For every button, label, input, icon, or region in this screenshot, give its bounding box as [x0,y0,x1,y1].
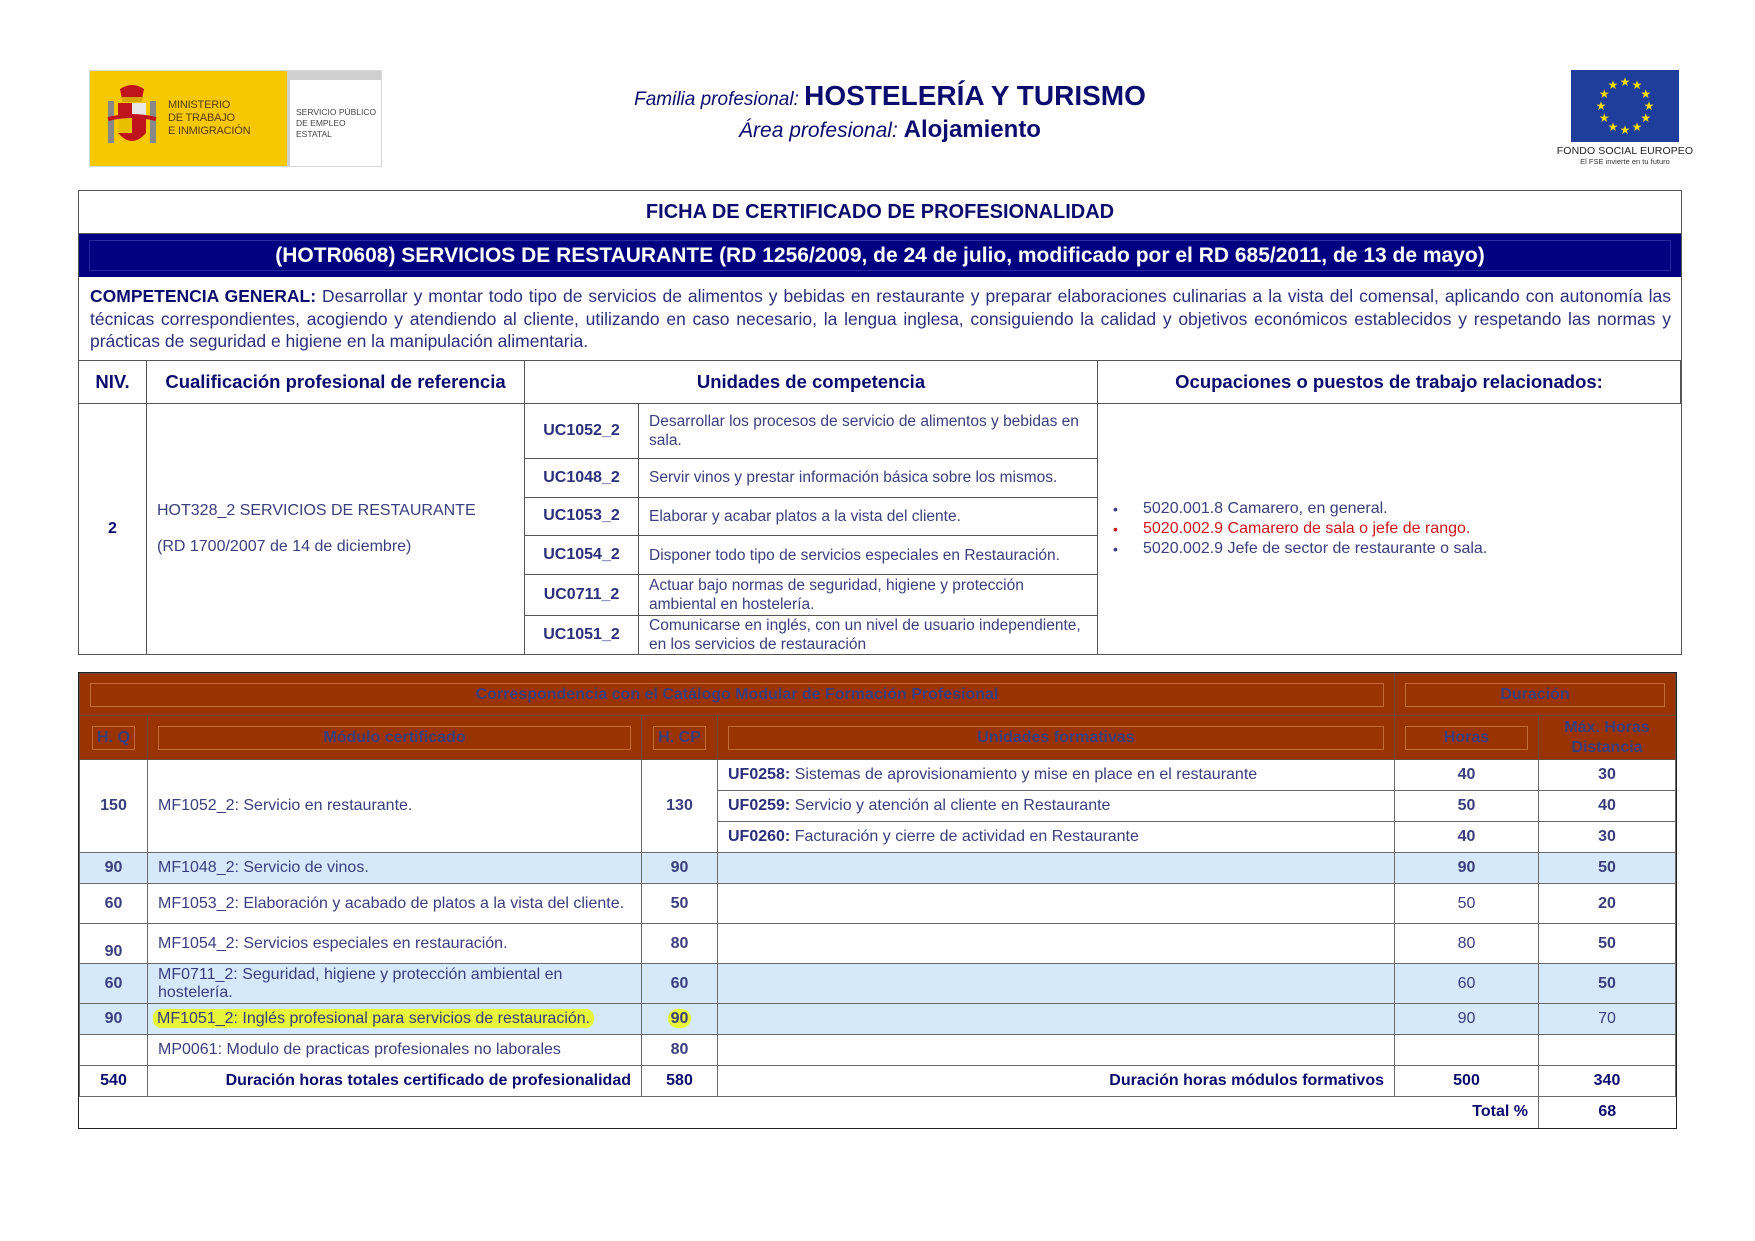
eu-star-icon: ★ [1631,78,1643,93]
area-label: Área profesional: [739,119,898,142]
uf-name: Sistemas de aprovisionamiento y mise en place en el restaurante [794,766,1258,783]
distancia-value: 30 [1539,760,1676,791]
horas-value: 90 [1395,853,1539,884]
hcp-value: 60 [642,964,718,1004]
col-unidades-cell [718,716,1395,760]
uc-code: UC0711_2 [525,575,639,615]
distancia-value: 70 [1539,1004,1676,1035]
distancia-value: 30 [1539,822,1676,853]
uf-empty [718,1035,1395,1066]
totals-row [80,1066,1676,1097]
ocupacion-item: • 5020.002.9 Jefe de sector de restaurante o sala. [1108,539,1487,559]
eu-flag-icon [1571,70,1679,142]
uf-empty [718,853,1395,884]
col-distancia: Máx. Horas Distancia [1539,716,1676,760]
area-value: Alojamiento [903,116,1041,143]
eu-star-icon: ★ [1607,119,1619,134]
coat-of-arms-icon [106,83,158,155]
eu-star-icon: ★ [1631,119,1643,134]
service-line2: DE EMPLEO ESTATAL [296,117,346,139]
uf-name: Servicio y atención al cliente en Restaurante [794,797,1111,814]
uf-cell [718,760,1395,791]
hq-value: 150 [80,760,148,853]
col-cualificacion: Cualificación profesional de referencia [147,361,525,404]
fse-tagline: El FSE invierte en tu futuro [1580,157,1670,166]
hq-value: 90 [80,1004,148,1035]
table-row [80,924,1676,964]
service-line1: SERVICIO PÚBLICO [296,106,377,117]
ministerio-logo [89,70,382,167]
hcp-value: 80 [642,1035,718,1066]
hq-value [80,1035,148,1066]
col-unidades: Unidades de competencia [525,361,1098,404]
uc-row [525,404,1097,459]
hcp-cell [642,1004,718,1035]
eu-star-icon: ★ [1595,99,1607,113]
modulo-name: MF1052_2: Servicio en restaurante. [148,760,642,853]
col-modulo-cell [148,716,642,760]
uf-empty [718,1004,1395,1035]
hq-value: 90 [80,924,148,964]
uf-empty [718,964,1395,1004]
ficha-title: FICHA DE CERTIFICADO DE PROFESIONALIDAD [79,191,1681,234]
eu-star-icon: ★ [1598,111,1610,125]
modulo-name: MF1053_2: Elaboración y acabado de platos a la vista del cliente. [148,884,642,924]
col-unidades-formativas: Unidades formativas [728,726,1384,750]
horas-value: 40 [1395,760,1539,791]
modulo-name: MF1054_2: Servicios especiales en restauración. [148,924,642,964]
pct-label: Total % [80,1097,1539,1128]
uc-desc: Servir vinos y prestar información básica sobre los mismos. [649,469,1058,487]
hq-value: 90 [80,853,148,884]
total-label: Duración horas totales certificado de profesionalidad [148,1066,642,1097]
distancia-value: 20 [1539,884,1676,924]
uf-cell [718,822,1395,853]
col-horas: Horas [1405,726,1528,750]
ocupacion-item: • 5020.002.9 Camarero de sala o jefe de rango. [1108,519,1487,539]
competencia-general [79,277,1681,361]
col-niv: NIV. [79,361,147,404]
col-ocupaciones: Ocupaciones o puestos de trabajo relacionados: [1098,361,1681,404]
modular-title-cell [80,674,1395,716]
eu-star-icon: ★ [1607,78,1619,93]
eu-star-icon: ★ [1640,87,1652,101]
col-hcp: H. CP [653,726,706,750]
modulo-name-highlighted [148,1004,642,1035]
cualificacion-name: HOT328_2 SERVICIOS DE RESTAURANTE [157,502,476,519]
uc-desc: Disponer todo tipo de servicios especiales en Restauración. [649,546,1060,564]
certificate-band [79,234,1681,277]
competencia-text: Desarrollar y montar todo tipo de servicios de alimentos y bebidas en restaurante y preparar elaboraciones culinarias a la vista del comensal, aplicando con autonomía las técnicas correspondientes, acogiendo y atendiendo al cliente, utilizando en caso necesario, la lengua inglesa, consiguiendo la calidad y objetivos económicos establecidos y respetando las normas y prácticas de seguridad e higiene en la manipulación alimentaria. [90,286,1671,351]
percent-row [80,1097,1676,1128]
certificate-title: (HOTR0608) SERVICIOS DE RESTAURANTE (RD 1256/2009, de 24 de julio, modificado por el RD 685/2011, de 13 de mayo) [275,243,1485,267]
hq-value: 60 [80,964,148,1004]
eu-star-icon: ★ [1598,87,1610,101]
table-row [80,884,1676,924]
uf-empty [718,884,1395,924]
total-hq: 540 [80,1066,148,1097]
hcp-highlight: 90 [668,1009,692,1028]
eu-star-icon: ★ [1643,99,1655,113]
uc-desc: Actuar bajo normas de seguridad, higiene y protección ambiental en hostelería. [649,577,1024,614]
ministry-line2: DE TRABAJO [168,112,235,124]
distancia-value: 50 [1539,853,1676,884]
modular-title: Correspondencia con el Catálogo Modular de Formación Profesional [90,683,1384,707]
modular-table [78,672,1677,1129]
horas-value: 50 [1395,884,1539,924]
uc-desc: Desarrollar los procesos de servicio de alimentos y bebidas en sala. [649,412,1079,449]
uf-code: UF0258: [728,766,791,783]
uc-code: UC1054_2 [525,536,639,574]
horas-value: 60 [1395,964,1539,1004]
col-hq: H. Q [92,726,135,750]
col-horas-cell [1395,716,1539,760]
horas-value: 50 [1395,791,1539,822]
uc-desc: Elaborar y acabar platos a la vista del cliente. [649,507,961,525]
table-row [80,760,1676,791]
uf-cell [718,791,1395,822]
modulo-name: MF0711_2: Seguridad, higiene y protección ambiental en hostelería. [148,964,642,1004]
horas-value: 90 [1395,1004,1539,1035]
hcp-value: 130 [642,760,718,853]
table-row [80,853,1676,884]
cualificacion-rd: (RD 1700/2007 de 14 de diciembre) [157,538,412,555]
hq-value: 60 [80,884,148,924]
uf-name: Facturación y cierre de actividad en Restaurante [794,828,1139,845]
uc-row [525,498,1097,537]
uc-row [525,459,1097,498]
total-horas: 500 [1395,1066,1539,1097]
col-modulo: Módulo certificado [158,726,631,750]
ficha-table [78,190,1682,655]
total-hcp: 580 [642,1066,718,1097]
horas-value: 40 [1395,822,1539,853]
ministry-line3: E INMIGRACIÓN [168,125,251,137]
table-row [80,1035,1676,1066]
pct-value: 68 [1598,1103,1617,1121]
horas-value: 80 [1395,924,1539,964]
modulo-name: MF1048_2: Servicio de vinos. [148,853,642,884]
uc-desc: Comunicarse en inglés, con un nivel de usuario independiente, en los servicios de restauración [649,616,1081,653]
hcp-value: 50 [642,884,718,924]
total-distancia: 340 [1539,1066,1676,1097]
distancia-value [1539,1035,1676,1066]
uc-row [525,536,1097,575]
uc-code: UC1051_2 [525,616,639,654]
modulo-name: MP0061: Modulo de practicas profesionales no laborales [148,1035,642,1066]
uc-code: UC1052_2 [525,404,639,458]
fse-logo [1545,70,1705,166]
formativos-label: Duración horas módulos formativos [718,1066,1395,1097]
ministry-line1: MINISTERIO [168,99,231,111]
hcp-value: 90 [642,853,718,884]
duracion-cell [1395,674,1676,716]
table-row [80,964,1676,1004]
duracion-header: Duración [1405,683,1665,707]
uc-code: UC1048_2 [525,459,639,497]
uc-row [525,575,1097,616]
uf-code: UF0260: [728,828,791,845]
familia-value: HOSTELERÍA Y TURISMO [804,80,1146,111]
horas-value [1395,1035,1539,1066]
nivel-value: 2 [79,404,147,654]
modulo-highlight: MF1051_2: Inglés profesional para servicios de restauración. [153,1009,594,1028]
eu-star-icon: ★ [1619,75,1631,89]
col-hq-cell [80,716,148,760]
familia-label: Familia profesional: [634,89,799,110]
cualificacion-cell [147,404,525,654]
fse-name: FONDO SOCIAL EUROPEO [1556,145,1694,157]
uc-row [525,616,1097,654]
hcp-value: 80 [642,924,718,964]
distancia-value: 50 [1539,964,1676,1004]
uf-empty [718,924,1395,964]
col-hcp-cell [642,716,718,760]
page-header [600,78,1180,144]
eu-star-icon: ★ [1619,123,1631,137]
eu-star-icon: ★ [1640,111,1652,125]
distancia-value: 40 [1539,791,1676,822]
distancia-value: 50 [1539,924,1676,964]
unidades-list [525,404,1098,654]
ocupaciones-cell [1098,404,1681,654]
ocupacion-item: • 5020.001.8 Camarero, en general. [1108,499,1487,519]
table-row [80,1004,1676,1035]
uc-code: UC1053_2 [525,498,639,536]
competencia-label: COMPETENCIA GENERAL: [90,286,317,306]
uf-code: UF0259: [728,797,791,814]
